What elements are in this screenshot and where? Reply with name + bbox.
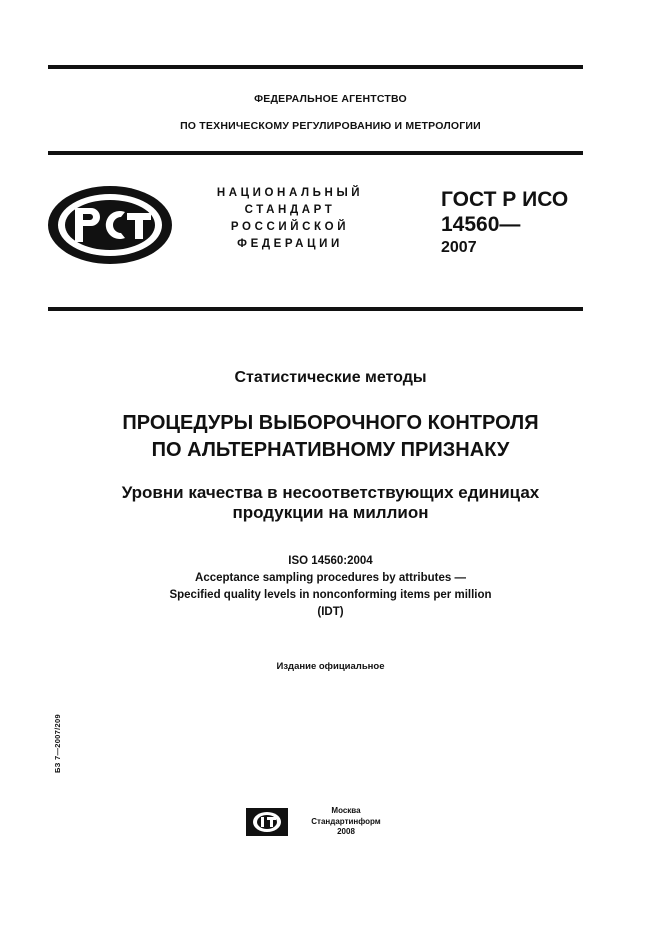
category-title: Статистические методы	[234, 369, 427, 386]
main-title-line-1: ПРОЦЕДУРЫ ВЫБОРОЧНОГО КОНТРОЛЯ	[122, 412, 539, 434]
iso-equivalence: (IDT)	[317, 606, 344, 618]
designation-year: 2007	[441, 239, 477, 256]
side-code: БЗ 7—2007/209	[53, 714, 62, 773]
iso-title-line-1: Acceptance sampling procedures by attributes —	[195, 572, 466, 584]
subtitle	[0, 483, 661, 523]
main-title	[0, 410, 661, 464]
standartinform-logo-icon	[246, 806, 288, 838]
national-standard-line: НАЦИОНАЛЬНЫЙ	[216, 187, 364, 199]
national-standard-line: СТАНДАРТ	[244, 204, 336, 216]
national-standard-label	[200, 185, 380, 253]
agency-line-2: ПО ТЕХНИЧЕСКОМУ РЕГУЛИРОВАНИЮ И МЕТРОЛОГИИ	[180, 120, 481, 132]
designation-line-2: 14560—	[441, 213, 521, 236]
standard-designation	[441, 187, 568, 259]
main-title-line-2: ПО АЛЬТЕРНАТИВНОМУ ПРИЗНАКУ	[151, 439, 510, 461]
national-standard-line: ФЕДЕРАЦИИ	[237, 238, 343, 250]
gost-r-certification-mark-icon	[45, 183, 175, 267]
subtitle-line-1: Уровни качества в несоответствующих единицах	[121, 483, 540, 502]
edition-label: Издание официальное	[276, 661, 385, 672]
national-standard-line: РОССИЙСКОЙ	[230, 221, 350, 233]
publisher-year: 2008	[337, 827, 355, 836]
header-rule	[48, 151, 583, 155]
publisher-imprint	[296, 806, 396, 838]
iso-code: ISO 14560:2004	[288, 555, 373, 567]
iso-title-line-2: Specified quality levels in nonconforming items per million	[169, 589, 492, 601]
publisher-city: Москва	[331, 806, 361, 815]
iso-reference	[0, 553, 661, 621]
top-rule	[48, 65, 583, 69]
publisher-name: Стандартинформ	[311, 816, 381, 826]
agency-line-1: ФЕДЕРАЛЬНОЕ АГЕНТСТВО	[254, 93, 407, 105]
designation-line-1: ГОСТ Р ИСО	[441, 188, 569, 211]
subtitle-line-2: продукции на миллион	[232, 503, 429, 522]
standard-block-rule	[48, 307, 583, 311]
